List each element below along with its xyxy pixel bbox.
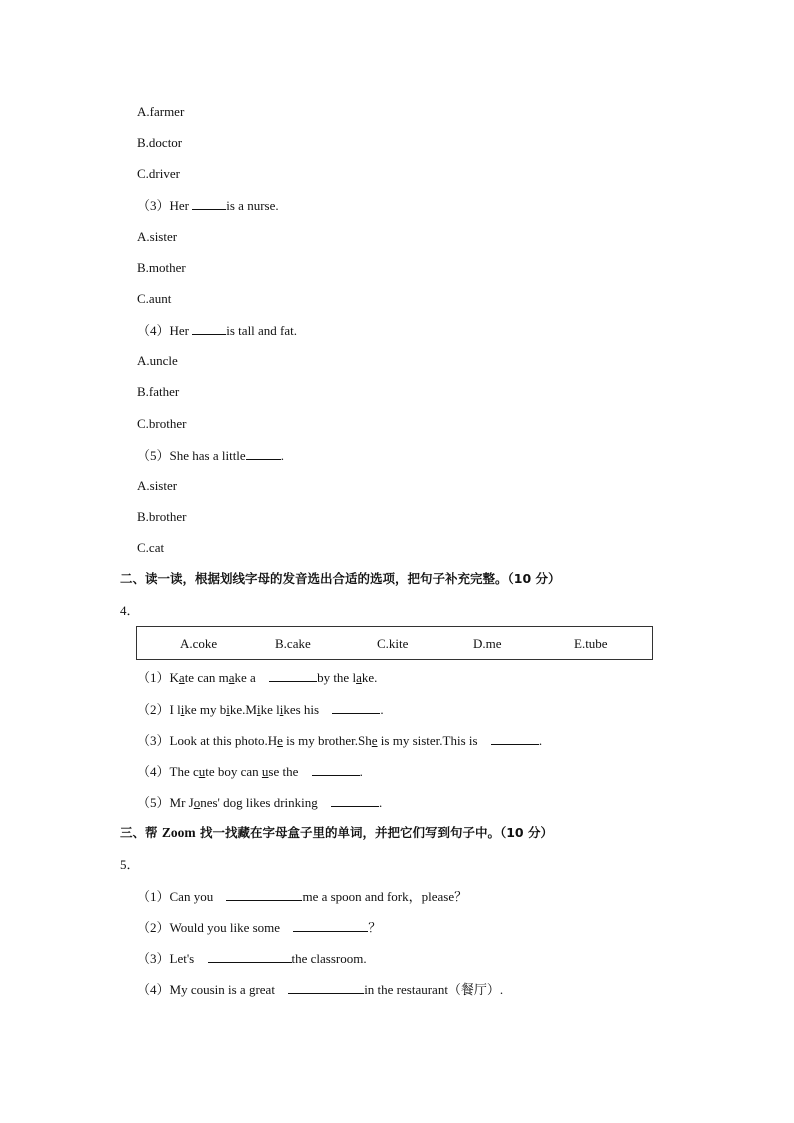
answer-blank[interactable] — [246, 447, 281, 460]
answer-blank[interactable] — [491, 732, 539, 745]
item-number: （4） — [137, 982, 170, 997]
text: is my sister.This is — [377, 733, 478, 748]
question-3 — [137, 197, 279, 214]
text: ke l — [260, 702, 280, 717]
text: I l — [169, 702, 181, 717]
fill-sentence-2 — [137, 919, 381, 936]
word-option-box — [136, 626, 653, 660]
underlined-letter: u — [198, 764, 206, 779]
text: ke.M — [229, 702, 257, 717]
word-option-c: C.kite — [377, 636, 409, 651]
option-c: C.brother — [137, 416, 187, 431]
item-number: （4） — [137, 764, 170, 779]
answer-blank[interactable] — [331, 794, 379, 807]
question-number-5: 5． — [120, 857, 140, 872]
text: Look at this photo.H — [169, 733, 278, 748]
answer-blank[interactable] — [226, 888, 302, 901]
text: ke. — [361, 670, 378, 685]
item-number: （5） — [137, 795, 170, 810]
item-number: （2） — [137, 920, 170, 935]
item-number: （1） — [137, 670, 170, 685]
heading-text: 三、帮 — [120, 825, 162, 840]
option-a-farmer: A.farmer — [137, 104, 185, 119]
answer-blank[interactable] — [208, 950, 292, 963]
text: . — [380, 702, 384, 717]
text: te can m — [184, 670, 229, 685]
heading-zoom: Zoom — [161, 825, 196, 840]
underlined-letter: u — [261, 764, 269, 779]
option-b: B.father — [137, 384, 180, 399]
word-option-a: A.coke — [180, 636, 218, 651]
underlined-letter: e — [277, 733, 283, 748]
question-text-pre: Her — [169, 198, 190, 213]
text: Would you like some — [169, 920, 281, 935]
sentence-4 — [137, 763, 363, 780]
underlined-letter: i — [256, 702, 261, 717]
text: the classroom. — [291, 951, 367, 966]
text: by the l — [317, 670, 357, 685]
text: . — [359, 764, 363, 779]
underlined-letter: i — [279, 702, 284, 717]
text: Mr J — [169, 795, 194, 810]
answer-blank[interactable] — [192, 322, 226, 335]
text: The c — [169, 764, 199, 779]
text: K — [169, 670, 179, 685]
answer-blank[interactable] — [269, 669, 317, 682]
word-option-d: D.me — [473, 636, 502, 651]
sentence-1 — [137, 669, 377, 686]
question-text-post: is tall and fat. — [226, 323, 298, 338]
text: ke a — [234, 670, 256, 685]
option-a: A.sister — [137, 229, 178, 244]
option-b-doctor: B.doctor — [137, 135, 183, 150]
text: . — [538, 733, 543, 748]
text: is my brother.Sh — [282, 733, 372, 748]
answer-blank[interactable] — [332, 701, 380, 714]
underlined-letter: e — [371, 733, 378, 748]
item-number: （2） — [137, 702, 170, 717]
fill-sentence-4 — [137, 981, 503, 998]
word-option-b: B.cake — [275, 636, 311, 651]
item-number: （3） — [137, 951, 170, 966]
item-number: （1） — [137, 889, 170, 904]
sentence-3 — [137, 732, 542, 749]
question-5 — [137, 447, 284, 464]
text: se the — [268, 764, 299, 779]
text: Let's — [169, 951, 195, 966]
question-text-pre: Her — [169, 323, 190, 338]
underlined-letter: a — [178, 670, 185, 685]
text: ke my b — [184, 702, 227, 717]
answer-blank[interactable] — [293, 919, 368, 932]
question-number-4: 4． — [120, 603, 140, 618]
text: in the restaurant（餐厅）. — [364, 982, 504, 997]
option-c-driver: C.driver — [137, 166, 180, 181]
text: Can you — [169, 889, 214, 904]
word-option-e: E.tube — [574, 636, 608, 651]
question-text-pre: She has a little — [169, 448, 246, 463]
underlined-letter: a — [228, 670, 235, 685]
section-2-heading: 二、读一读，根据划线字母的发音选出合适的选项，把句子补充完整。（10 分） — [120, 571, 561, 586]
question-number: （5） — [137, 448, 170, 463]
sentence-5 — [137, 794, 382, 811]
text: me a spoon and fork，please？ — [302, 889, 468, 904]
text: ？ — [368, 920, 382, 935]
question-text-post: is a nurse. — [226, 198, 279, 213]
text: . — [379, 795, 383, 810]
option-c: C.aunt — [137, 291, 172, 306]
underlined-letter: i — [226, 702, 230, 717]
answer-blank[interactable] — [312, 763, 360, 776]
answer-blank[interactable] — [288, 981, 364, 994]
option-b: B.mother — [137, 260, 186, 275]
text: kes his — [283, 702, 320, 717]
fill-sentence-3 — [137, 950, 367, 967]
question-number: （3） — [137, 198, 170, 213]
question-text-post: . — [280, 448, 284, 463]
option-c: C.cat — [137, 540, 165, 555]
question-number: （4） — [137, 323, 170, 338]
section-3-heading — [120, 825, 553, 841]
answer-blank[interactable] — [192, 197, 226, 210]
text: My cousin is a great — [169, 982, 275, 997]
item-number: （3） — [137, 733, 170, 748]
text: nes' dog likes drinking — [200, 795, 318, 810]
option-b: B.brother — [137, 509, 187, 524]
heading-text: 找一找藏在字母盒子里的单词，并把它们写到句子中。（10 分） — [195, 825, 553, 840]
fill-sentence-1 — [137, 888, 467, 905]
sentence-2 — [137, 701, 384, 718]
option-a: A.sister — [137, 478, 178, 493]
question-4 — [137, 322, 297, 339]
option-a: A.uncle — [137, 353, 178, 368]
underlined-letter: o — [193, 795, 201, 810]
underlined-letter: a — [356, 670, 362, 685]
underlined-letter: i — [180, 702, 185, 717]
text: te boy can — [205, 764, 262, 779]
